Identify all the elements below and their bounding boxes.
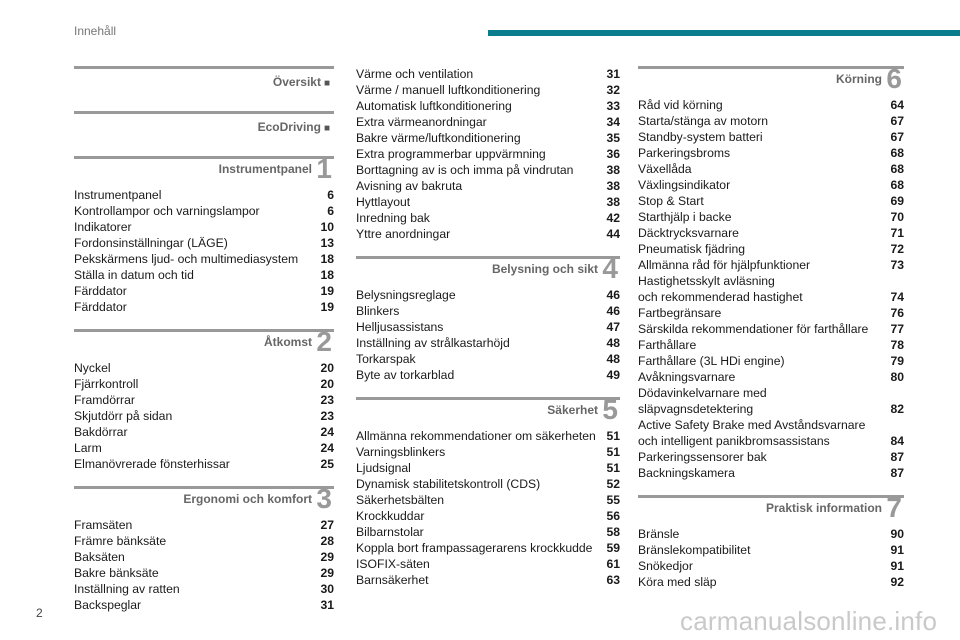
toc-entry-page: 32 bbox=[606, 83, 620, 97]
toc-entry[interactable] bbox=[356, 146, 620, 162]
toc-entry-page: 58 bbox=[606, 525, 620, 539]
toc-entry[interactable] bbox=[638, 177, 904, 193]
section-header bbox=[356, 253, 620, 287]
toc-column-1 bbox=[74, 60, 334, 627]
toc-entry-title: Avåkningsvarnare bbox=[638, 370, 736, 384]
toc-entry-page: 25 bbox=[320, 457, 334, 471]
toc-entry[interactable] bbox=[638, 273, 904, 305]
toc-entry-title: Dynamisk stabilitetskontroll (CDS) bbox=[356, 477, 541, 491]
toc-entry-page: 56 bbox=[606, 509, 620, 523]
toc-entry-page: 73 bbox=[890, 258, 904, 272]
toc-entry-page: 29 bbox=[320, 566, 334, 580]
toc-entry-title: Pekskärmens ljud- och multimediasystem bbox=[74, 252, 299, 266]
section-title-text: Säkerhet bbox=[547, 403, 598, 417]
toc-entry-title: Elmanövrerade fönsterhissar bbox=[74, 457, 230, 471]
toc-entry[interactable] bbox=[356, 194, 620, 210]
toc-entry-page: 20 bbox=[320, 361, 334, 375]
toc-entry-title: Parkeringsbroms bbox=[638, 146, 731, 160]
toc-entry-page: 42 bbox=[606, 211, 620, 225]
toc-entry-page: 87 bbox=[890, 450, 904, 464]
toc-entry-page: 78 bbox=[890, 338, 904, 352]
toc-entry[interactable] bbox=[356, 226, 620, 242]
section-title bbox=[766, 501, 882, 515]
toc-entry[interactable] bbox=[356, 524, 620, 540]
toc-entry[interactable] bbox=[74, 376, 334, 392]
toc-entry-page: 52 bbox=[606, 477, 620, 491]
toc-entry[interactable] bbox=[638, 161, 904, 177]
toc-entry[interactable] bbox=[74, 533, 334, 549]
toc-entry-title: Däcktrycksvarnare bbox=[638, 226, 739, 240]
toc-entry-title: Snökedjor bbox=[638, 559, 693, 573]
toc-entry-title: Ljudsignal bbox=[356, 461, 411, 475]
toc-entry-page: 67 bbox=[890, 130, 904, 144]
toc-entry[interactable] bbox=[638, 353, 904, 369]
section-marker-icon: ■ bbox=[323, 78, 330, 89]
toc-entry[interactable] bbox=[74, 517, 334, 533]
toc-entry-title: Larm bbox=[74, 441, 102, 455]
section-number: 5 bbox=[602, 394, 618, 425]
toc-entry-title: Automatisk luftkonditionering bbox=[356, 99, 512, 113]
toc-entry-title: Farthållare bbox=[638, 338, 697, 352]
toc-entry-page: 34 bbox=[606, 115, 620, 129]
toc-entry[interactable] bbox=[74, 267, 334, 283]
toc-entry-page: 29 bbox=[320, 550, 334, 564]
section-title bbox=[183, 492, 312, 506]
section-title-text: Ergonomi och komfort bbox=[183, 492, 312, 506]
section-header bbox=[74, 111, 334, 142]
section-title bbox=[836, 72, 882, 86]
toc-entry[interactable] bbox=[74, 440, 334, 456]
toc-entry[interactable] bbox=[638, 337, 904, 353]
toc-entry[interactable] bbox=[74, 597, 334, 613]
toc-entry-page: 91 bbox=[890, 543, 904, 557]
page-header-title: Innehåll bbox=[74, 24, 117, 38]
toc-entry-title: Dödavinkelvarnare med släpvagnsdetektering bbox=[638, 386, 767, 416]
section-title-text: EcoDriving bbox=[257, 120, 321, 134]
toc-entry[interactable] bbox=[638, 526, 904, 542]
toc-entry-title: Active Safety Brake med Avståndsvarnare och intelligent panikbromsassistans bbox=[638, 418, 866, 448]
toc-entry-page: 18 bbox=[320, 252, 334, 266]
toc-entry-page: 35 bbox=[606, 131, 620, 145]
toc-entry[interactable] bbox=[356, 540, 620, 556]
toc-entry-title: Backspeglar bbox=[74, 598, 142, 612]
toc-entry-title: Extra värmeanordningar bbox=[356, 115, 487, 129]
toc-entry-title: Bakre värme/luftkonditionering bbox=[356, 131, 521, 145]
toc-entry-page: 80 bbox=[890, 370, 904, 384]
toc-entry-title: Råd vid körning bbox=[638, 98, 723, 112]
toc-entry-page: 51 bbox=[606, 461, 620, 475]
toc-entry[interactable] bbox=[74, 360, 334, 376]
section-header bbox=[638, 492, 904, 526]
toc-entry[interactable] bbox=[356, 319, 620, 335]
toc-entry[interactable] bbox=[638, 321, 904, 337]
toc-entry[interactable] bbox=[638, 97, 904, 113]
toc-entry-title: Barnsäkerhet bbox=[356, 573, 429, 587]
section-title bbox=[258, 120, 330, 134]
section-header bbox=[638, 63, 904, 97]
toc-entry-page: 68 bbox=[890, 146, 904, 160]
toc-entry-title: Allmänna rekommendationer om säkerheten bbox=[356, 429, 596, 443]
section-title-text: Åtkomst bbox=[263, 335, 312, 349]
toc-section bbox=[356, 394, 620, 588]
toc-entry[interactable] bbox=[356, 162, 620, 178]
toc-entry-title: Standby-system batteri bbox=[638, 130, 763, 144]
toc-entry[interactable] bbox=[638, 113, 904, 129]
toc-entry-title: Värme / manuell luftkonditionering bbox=[356, 83, 541, 97]
toc-entry-title: Belysningsreglage bbox=[356, 288, 456, 302]
toc-entry-title: Starta/stänga av motorn bbox=[638, 114, 769, 128]
toc-entry-page: 69 bbox=[890, 194, 904, 208]
toc-section bbox=[638, 63, 904, 481]
toc-entry-title: Stop & Start bbox=[638, 194, 704, 208]
toc-entry-title: Bakre bänksäte bbox=[74, 566, 159, 580]
toc-entry-page: 19 bbox=[320, 300, 334, 314]
toc-entry[interactable] bbox=[638, 558, 904, 574]
toc-entry-page: 90 bbox=[890, 527, 904, 541]
toc-entry-title: Byte av torkarblad bbox=[356, 368, 455, 382]
toc-entry[interactable] bbox=[74, 549, 334, 565]
watermark: carmanualsonline.info bbox=[680, 606, 938, 636]
toc-entry[interactable] bbox=[638, 465, 904, 481]
toc-entry[interactable] bbox=[356, 367, 620, 383]
toc-section bbox=[74, 66, 334, 97]
toc-section bbox=[74, 483, 334, 613]
toc-entry-page: 6 bbox=[327, 204, 334, 218]
toc-entry-title: Torkarspak bbox=[356, 352, 416, 366]
toc-entry[interactable] bbox=[356, 114, 620, 130]
toc-section bbox=[356, 66, 620, 242]
toc-entry-page: 24 bbox=[320, 441, 334, 455]
section-title-text: Praktisk information bbox=[765, 501, 882, 515]
toc-entry-title: Avisning av bakruta bbox=[356, 179, 463, 193]
toc-entry-title: Värme och ventilation bbox=[356, 67, 474, 81]
toc-entry-title: Färddator bbox=[74, 284, 127, 298]
toc-entry-page: 27 bbox=[320, 518, 334, 532]
toc-entry-page: 36 bbox=[606, 147, 620, 161]
toc-entry[interactable] bbox=[356, 508, 620, 524]
toc-entry[interactable] bbox=[356, 460, 620, 476]
toc-section bbox=[356, 253, 620, 383]
toc-entry-title: Växellåda bbox=[638, 162, 692, 176]
toc-entry[interactable] bbox=[638, 193, 904, 209]
toc-entry[interactable] bbox=[74, 283, 334, 299]
toc-entry-page: 23 bbox=[320, 409, 334, 423]
toc-entry-page: 67 bbox=[890, 114, 904, 128]
toc-entry-page: 31 bbox=[606, 67, 620, 81]
section-number: 3 bbox=[316, 483, 332, 514]
toc-entry[interactable] bbox=[74, 408, 334, 424]
toc-entry[interactable] bbox=[356, 98, 620, 114]
toc-entry-title: Yttre anordningar bbox=[356, 227, 451, 241]
toc-entry-page: 20 bbox=[320, 377, 334, 391]
toc-entry-page: 76 bbox=[890, 306, 904, 320]
toc-entry-page: 49 bbox=[606, 368, 620, 382]
section-number: 2 bbox=[316, 326, 332, 357]
toc-entry-page: 46 bbox=[606, 288, 620, 302]
toc-entry[interactable] bbox=[74, 456, 334, 472]
toc-entry-title: Bränsle bbox=[638, 527, 680, 541]
toc-entry-page: 72 bbox=[890, 242, 904, 256]
toc-entry-page: 63 bbox=[606, 573, 620, 587]
toc-entry[interactable] bbox=[74, 203, 334, 219]
toc-entry-page: 38 bbox=[606, 163, 620, 177]
section-title bbox=[219, 162, 312, 176]
toc-entry-page: 92 bbox=[890, 575, 904, 589]
toc-entry-page: 55 bbox=[606, 493, 620, 507]
toc-entry-page: 23 bbox=[320, 393, 334, 407]
toc-entry-title: Skjutdörr på sidan bbox=[74, 409, 173, 423]
toc-entry-page: 87 bbox=[890, 466, 904, 480]
toc-entry-page: 6 bbox=[327, 188, 334, 202]
toc-entry-page: 91 bbox=[890, 559, 904, 573]
toc-entry[interactable] bbox=[638, 209, 904, 225]
toc-entry[interactable] bbox=[356, 130, 620, 146]
toc-entry-page: 48 bbox=[606, 352, 620, 366]
toc-section bbox=[74, 153, 334, 315]
toc-entry[interactable] bbox=[638, 241, 904, 257]
section-title bbox=[264, 335, 312, 349]
toc-entry-page: 77 bbox=[890, 322, 904, 336]
toc-entry[interactable] bbox=[356, 303, 620, 319]
toc-entry[interactable] bbox=[356, 335, 620, 351]
toc-entry-title: Indikatorer bbox=[74, 220, 132, 234]
toc-entry[interactable] bbox=[74, 299, 334, 315]
toc-entry[interactable] bbox=[74, 424, 334, 440]
toc-entry-title: Blinkers bbox=[356, 304, 400, 318]
toc-entry-title: Fordonsinställningar (LÄGE) bbox=[74, 236, 228, 250]
toc-entry-page: 68 bbox=[890, 178, 904, 192]
toc-entry[interactable] bbox=[638, 369, 904, 385]
toc-section bbox=[74, 326, 334, 472]
section-number: 6 bbox=[886, 63, 902, 94]
toc-section bbox=[74, 111, 334, 142]
toc-entry-page: 79 bbox=[890, 354, 904, 368]
toc-entry-title: Baksäten bbox=[74, 550, 125, 564]
toc-entry[interactable] bbox=[356, 287, 620, 303]
toc-entry-title: Inställning av strålkastarhöjd bbox=[356, 336, 510, 350]
toc-entry-title: Nyckel bbox=[74, 361, 111, 375]
toc-entry[interactable] bbox=[356, 556, 620, 572]
toc-entry[interactable] bbox=[356, 572, 620, 588]
toc-entry[interactable] bbox=[356, 178, 620, 194]
toc-entry[interactable] bbox=[638, 574, 904, 590]
toc-entry-page: 46 bbox=[606, 304, 620, 318]
toc-entry[interactable] bbox=[356, 428, 620, 444]
toc-entry[interactable] bbox=[74, 251, 334, 267]
toc-entry-title: Helljusassistans bbox=[356, 320, 444, 334]
toc-entry[interactable] bbox=[74, 235, 334, 251]
toc-entry-page: 19 bbox=[320, 284, 334, 298]
toc-entry[interactable] bbox=[356, 351, 620, 367]
toc-entry-title: Köra med släp bbox=[638, 575, 717, 589]
toc-entry-title: Framdörrar bbox=[74, 393, 135, 407]
toc-entry[interactable] bbox=[638, 225, 904, 241]
page-number: 2 bbox=[36, 606, 43, 620]
section-header bbox=[74, 66, 334, 97]
toc-column-2 bbox=[356, 66, 620, 602]
toc-entry[interactable] bbox=[74, 581, 334, 597]
toc-entry-page: 61 bbox=[606, 557, 620, 571]
toc-entry-page: 84 bbox=[890, 434, 904, 448]
toc-entry-title: Färddator bbox=[74, 300, 127, 314]
toc-entry[interactable] bbox=[638, 417, 904, 449]
section-title bbox=[547, 403, 598, 417]
toc-entry[interactable] bbox=[356, 210, 620, 226]
section-header bbox=[74, 483, 334, 517]
section-title-text: Belysning och sikt bbox=[491, 262, 598, 276]
toc-entry-title: Borttagning av is och imma på vindrutan bbox=[356, 163, 574, 177]
toc-entry-page: 38 bbox=[606, 195, 620, 209]
toc-entry-title: Särskilda rekommendationer för farthållare bbox=[638, 322, 869, 336]
toc-entry-title: Extra programmerbar uppvärmning bbox=[356, 147, 546, 161]
toc-entry-page: 31 bbox=[320, 598, 334, 612]
toc-entry-title: Starthjälp i backe bbox=[638, 210, 732, 224]
toc-entry-page: 48 bbox=[606, 336, 620, 350]
toc-entry[interactable] bbox=[638, 449, 904, 465]
section-title-text: Översikt bbox=[272, 75, 321, 89]
section-title bbox=[273, 75, 330, 89]
toc-entry-title: Bränslekompatibilitet bbox=[638, 543, 751, 557]
toc-entry[interactable] bbox=[356, 476, 620, 492]
section-header bbox=[356, 394, 620, 428]
toc-entry[interactable] bbox=[638, 257, 904, 273]
toc-entry-title: Pneumatisk fjädring bbox=[638, 242, 746, 256]
toc-entry[interactable] bbox=[638, 129, 904, 145]
toc-section bbox=[638, 492, 904, 590]
toc-entry-title: ISOFIX-säten bbox=[356, 557, 430, 571]
toc-entry-title: Kontrollampor och varningslampor bbox=[74, 204, 260, 218]
toc-entry-page: 68 bbox=[890, 162, 904, 176]
toc-entry-title: Växlingsindikator bbox=[638, 178, 731, 192]
toc-entry-title: Varningsblinkers bbox=[356, 445, 446, 459]
toc-entry-title: Koppla bort frampassagerarens krockkudde bbox=[356, 541, 593, 555]
toc-entry-page: 28 bbox=[320, 534, 334, 548]
toc-entry[interactable] bbox=[638, 305, 904, 321]
toc-entry-title: Krockkuddar bbox=[356, 509, 425, 523]
section-marker-icon: ■ bbox=[323, 123, 330, 134]
toc-entry-page: 59 bbox=[606, 541, 620, 555]
toc-entry[interactable] bbox=[638, 542, 904, 558]
toc-entry-page: 38 bbox=[606, 179, 620, 193]
toc-entry-page: 51 bbox=[606, 445, 620, 459]
toc-entry-title: Inställning av ratten bbox=[74, 582, 180, 596]
toc-entry-title: Bakdörrar bbox=[74, 425, 128, 439]
section-title-text: Körning bbox=[836, 72, 882, 86]
toc-entry-title: Allmänna råd för hjälpfunktioner bbox=[638, 258, 811, 272]
toc-entry[interactable] bbox=[638, 385, 904, 417]
toc-entry-page: 13 bbox=[320, 236, 334, 250]
header-accent-bar bbox=[488, 30, 960, 36]
toc-entry-title: Farthållare (3L HDi engine) bbox=[638, 354, 785, 368]
toc-entry-page: 44 bbox=[606, 227, 620, 241]
toc-entry-page: 64 bbox=[890, 98, 904, 112]
toc-entry-title: Inredning bak bbox=[356, 211, 430, 225]
toc-entry-title: Främre bänksäte bbox=[74, 534, 167, 548]
toc-entry-title: Säkerhetsbälten bbox=[356, 493, 445, 507]
toc-column-3 bbox=[638, 60, 904, 604]
toc-entry[interactable] bbox=[74, 565, 334, 581]
toc-entry-title: Fartbegränsare bbox=[638, 306, 722, 320]
toc-entry-page: 10 bbox=[320, 220, 334, 234]
toc-entry[interactable] bbox=[74, 187, 334, 203]
toc-entry-title: Ställa in datum och tid bbox=[74, 268, 194, 282]
section-header bbox=[74, 326, 334, 360]
toc-entry-page: 71 bbox=[890, 226, 904, 240]
section-title-text: Instrumentpanel bbox=[218, 162, 312, 176]
toc-entry-page: 33 bbox=[606, 99, 620, 113]
toc-entry-page: 24 bbox=[320, 425, 334, 439]
toc-entry-title: Bilbarnstolar bbox=[356, 525, 424, 539]
toc-entry[interactable] bbox=[356, 66, 620, 82]
toc-entry-page: 74 bbox=[890, 290, 904, 304]
section-number: 7 bbox=[886, 492, 902, 523]
toc-entry-title: Framsäten bbox=[74, 518, 133, 532]
toc-entry[interactable] bbox=[638, 145, 904, 161]
toc-entry-title: Parkeringssensorer bak bbox=[638, 450, 767, 464]
toc-entry[interactable] bbox=[356, 444, 620, 460]
toc-entry-page: 18 bbox=[320, 268, 334, 282]
toc-entry[interactable] bbox=[356, 82, 620, 98]
toc-entry[interactable] bbox=[74, 392, 334, 408]
toc-entry-title: Instrumentpanel bbox=[74, 188, 162, 202]
toc-entry-title: Fjärrkontroll bbox=[74, 377, 139, 391]
toc-entry-title: Hastighetsskylt avläsning och rekommenderad hastighet bbox=[638, 274, 803, 304]
toc-entry[interactable] bbox=[74, 219, 334, 235]
section-number: 1 bbox=[316, 153, 332, 184]
toc-entry-page: 51 bbox=[606, 429, 620, 443]
toc-entry-page: 30 bbox=[320, 582, 334, 596]
toc-entry-title: Hyttlayout bbox=[356, 195, 411, 209]
toc-entry-page: 70 bbox=[890, 210, 904, 224]
toc-entry-page: 47 bbox=[606, 320, 620, 334]
toc-entry-page: 82 bbox=[890, 402, 904, 416]
toc-entry[interactable] bbox=[356, 492, 620, 508]
toc-entry-title: Backningskamera bbox=[638, 466, 735, 480]
section-header bbox=[74, 153, 334, 187]
section-number: 4 bbox=[602, 253, 618, 284]
section-title bbox=[492, 262, 598, 276]
